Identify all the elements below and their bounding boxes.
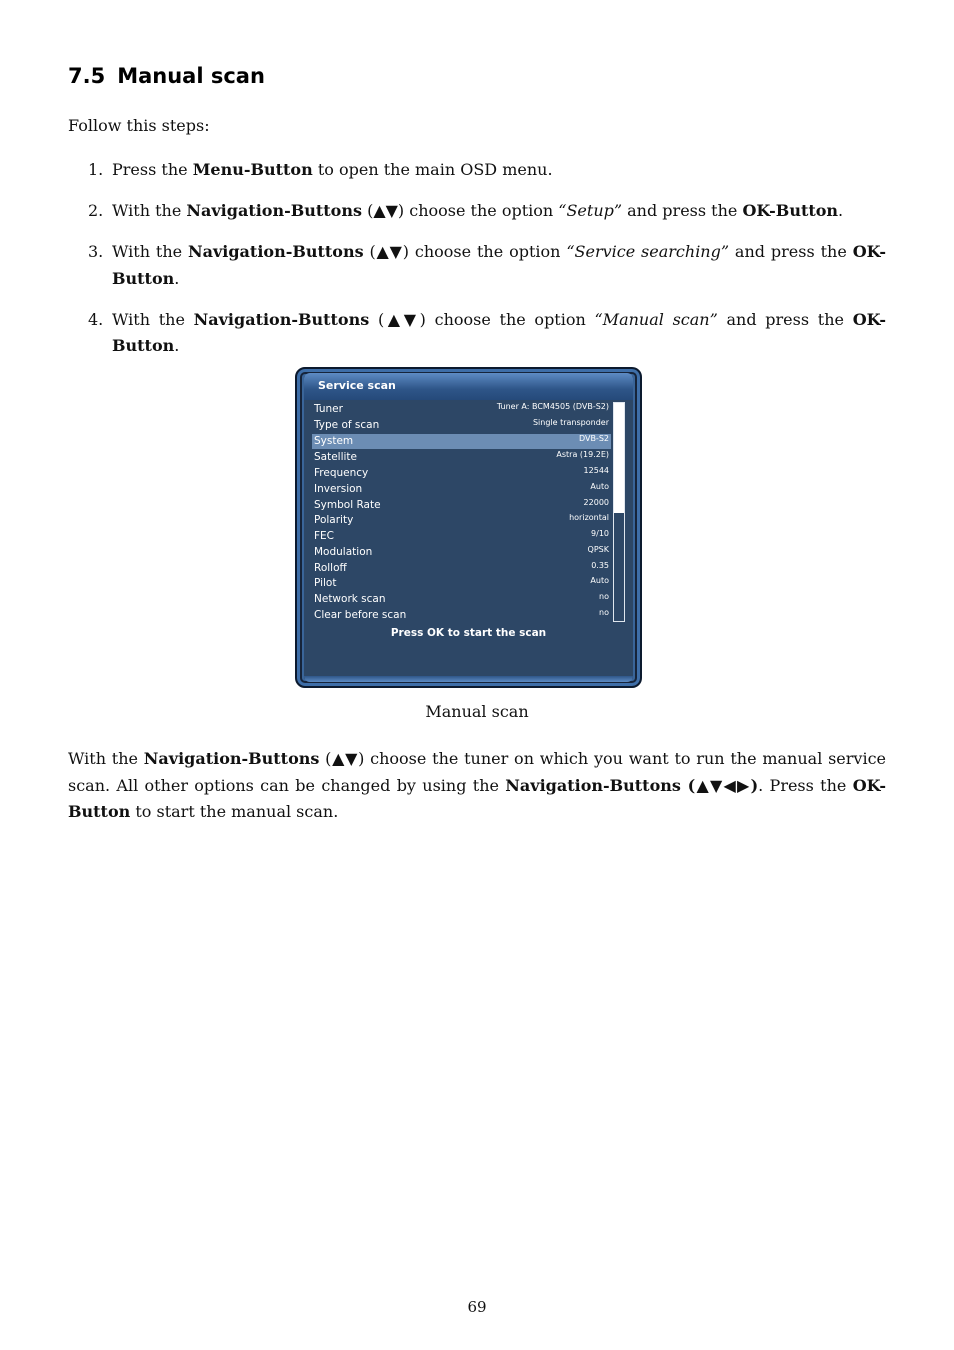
steps-list (68, 157, 886, 374)
osd-row-label: Tuner (314, 403, 343, 415)
closing-button-name: Navigation-Buttons (143, 749, 320, 768)
closing-text: (▲▼) choose the tuner on which you want to run the manual service scan. All other options can be changed by using the (68, 749, 887, 795)
osd-row-rolloff[interactable] (312, 561, 611, 576)
step-text: Press the (112, 160, 193, 179)
list-item (68, 198, 886, 225)
osd-row-value: Astra (19.2E) (556, 450, 609, 459)
osd-row-label: System (314, 435, 354, 447)
osd-row-value: Auto (590, 576, 609, 585)
osd-row-value: Single transponder (532, 418, 609, 427)
osd-row-value: no (599, 592, 609, 601)
osd-row-inversion[interactable] (312, 482, 611, 497)
step-text: and press the (717, 309, 853, 329)
osd-row-fec[interactable] (312, 529, 611, 544)
osd-row-label: Symbol Rate (314, 499, 381, 511)
osd-row-value: DVB-S2 (578, 434, 609, 443)
osd-bottom-bar (304, 676, 633, 682)
closing-paragraph (68, 746, 886, 826)
closing-button-name: Navigation-Buttons (▲▼◀▶) (505, 775, 759, 795)
step-number: 1. (88, 160, 104, 179)
osd-row-label: Pilot (314, 577, 337, 589)
step-text: (▲▼) choose the option (361, 201, 559, 220)
step-text: (▲▼) choose the option (369, 309, 595, 329)
osd-row-type-of-scan[interactable] (312, 418, 611, 433)
closing-text: With the (68, 749, 144, 768)
osd-row-tuner[interactable] (312, 402, 611, 417)
osd-row-value: no (599, 608, 609, 617)
osd-row-pilot[interactable] (312, 576, 611, 591)
osd-hint: Press OK to start the scan (390, 627, 547, 639)
osd-row-value: QPSK (587, 545, 609, 554)
osd-row-satellite[interactable] (312, 450, 611, 465)
osd-row-label: Network scan (314, 593, 386, 605)
step-button-name: Navigation-Buttons (193, 309, 370, 329)
step-button-name: Navigation-Buttons (188, 242, 364, 261)
step-text: With the (112, 201, 187, 220)
step-text: to open the main OSD menu. (312, 160, 553, 179)
step-text: and press the (729, 242, 853, 261)
osd-row-value: Auto (590, 482, 609, 491)
osd-row-value: 22000 (583, 498, 609, 507)
osd-row-clear-before-scan[interactable] (312, 608, 611, 623)
section-number: 7.5 (68, 64, 106, 88)
osd-row-system[interactable] (312, 434, 611, 449)
osd-title: Service scan (318, 379, 396, 392)
osd-scrollbar-thumb[interactable] (614, 403, 624, 513)
step-option: “Service searching” (566, 242, 730, 261)
step-text: . (174, 336, 180, 355)
osd-row-label: Inversion (314, 483, 363, 495)
osd-scrollbar[interactable] (613, 402, 625, 622)
list-item (68, 239, 886, 292)
step-option: “Manual scan” (594, 309, 718, 329)
service-scan-screenshot (295, 367, 642, 688)
closing-text: . Press the (758, 775, 853, 795)
list-item (68, 307, 886, 360)
osd-title-bar (304, 373, 633, 400)
step-number: 3. (88, 242, 104, 261)
step-text: With the (112, 309, 194, 329)
osd-row-label: Type of scan (314, 419, 380, 431)
osd-row-label: Polarity (314, 514, 354, 526)
step-text: and press the (622, 201, 743, 220)
step-text: (▲▼) choose the option (363, 242, 567, 261)
step-text: . (838, 201, 844, 220)
osd-row-network-scan[interactable] (312, 592, 611, 607)
list-item (68, 157, 886, 184)
osd-row-polarity[interactable] (312, 513, 611, 528)
step-text: With the (112, 242, 188, 261)
step-button-name: OK-Button (112, 242, 887, 288)
step-button-name: OK-Button (112, 309, 887, 355)
step-button-name: Menu-Button (192, 160, 313, 179)
osd-row-label: Modulation (314, 546, 373, 558)
figure-caption: Manual scan (425, 702, 529, 721)
osd-row-value: 0.35 (591, 561, 609, 570)
osd-row-value: horizontal (569, 513, 609, 522)
osd-row-frequency[interactable] (312, 466, 611, 481)
osd-row-value: Tuner A: BCM4505 (DVB-S2) (496, 402, 609, 411)
osd-row-modulation[interactable] (312, 545, 611, 560)
step-text: . (174, 268, 180, 288)
osd-row-label: Frequency (314, 467, 369, 479)
section-title: Manual scan (117, 64, 265, 88)
step-button-name: OK-Button (742, 201, 839, 220)
step-option: “Setup” (558, 201, 623, 220)
osd-row-symbol-rate[interactable] (312, 498, 611, 513)
osd-row-label: Clear before scan (314, 609, 407, 621)
osd-row-value: 12544 (583, 466, 609, 475)
osd-row-label: FEC (314, 530, 335, 542)
intro-text: Follow this steps: (68, 116, 210, 135)
osd-row-value: 9/10 (591, 529, 609, 538)
closing-button-name: OK-Button (68, 775, 887, 821)
step-number: 4. (88, 309, 104, 329)
step-number: 2. (88, 201, 104, 220)
closing-text: to start the manual scan. (130, 802, 339, 821)
osd-row-label: Satellite (314, 451, 358, 463)
page-number: 69 (467, 1298, 487, 1316)
step-button-name: Navigation-Buttons (186, 201, 362, 220)
section-heading (68, 64, 265, 88)
osd-row-label: Rolloff (314, 562, 347, 574)
